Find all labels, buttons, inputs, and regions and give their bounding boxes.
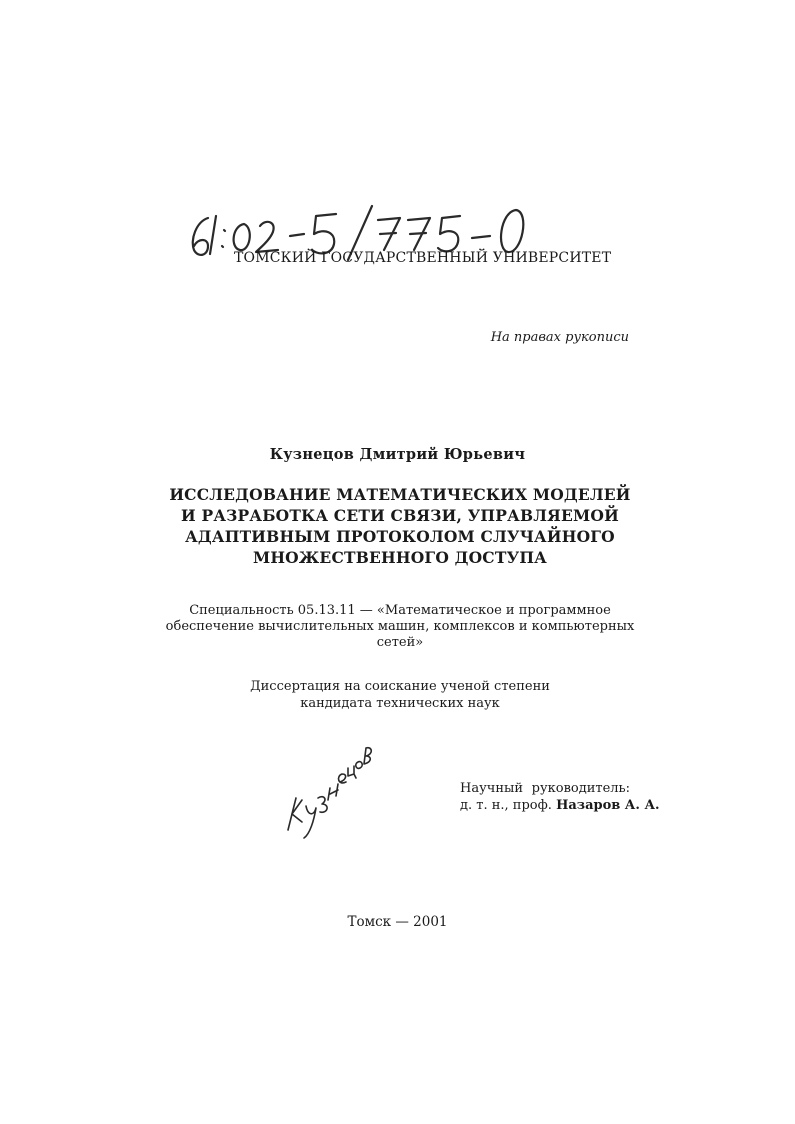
degree-line: кандидата технических наук <box>300 696 500 711</box>
title-line: АДАПТИВНЫМ ПРОТОКОЛОМ СЛУЧАЙНОГО <box>185 527 615 546</box>
author-name: Кузнецов Дмитрий Юрьевич <box>269 446 526 463</box>
specialty-line: сетей» <box>376 635 424 650</box>
dissertation-title <box>150 484 650 568</box>
degree-line: Диссертация на соискание ученой степени <box>250 679 550 694</box>
advisor-degree: д. т. н., проф. <box>460 798 552 813</box>
title-line: МНОЖЕСТВЕННОГО ДОСТУПА <box>252 548 548 567</box>
title-line: И РАЗРАБОТКА СЕТИ СВЯЗИ, УПРАВЛЯЕМОЙ <box>181 506 619 525</box>
city-year: Томск — 2001 <box>347 914 448 930</box>
degree-statement <box>160 678 640 712</box>
specialty-line: обеспечение вычислительных машин, комплексов и компьютерных <box>165 619 635 634</box>
title-line: ИССЛЕДОВАНИЕ МАТЕМАТИЧЕСКИХ МОДЕЛЕЙ <box>169 485 631 504</box>
author-signature <box>278 742 382 842</box>
advisor-name: Назаров А. А. <box>556 798 660 813</box>
specialty-block <box>160 603 640 651</box>
signature-drawing <box>278 742 382 842</box>
university-name: ТОМСКИЙ ГОСУДАРСТВЕННЫЙ УНИВЕРСИТЕТ <box>234 250 612 266</box>
advisor-label-word: руководитель: <box>531 781 630 796</box>
advisor-details <box>460 797 660 814</box>
scientific-advisor <box>460 780 660 814</box>
specialty-line: Специальность 05.13.11 — «Математическое и программное <box>189 603 611 618</box>
rights-note: На правах рукописи <box>490 330 629 345</box>
advisor-label-word: Научный <box>460 781 524 796</box>
advisor-label <box>460 780 630 797</box>
